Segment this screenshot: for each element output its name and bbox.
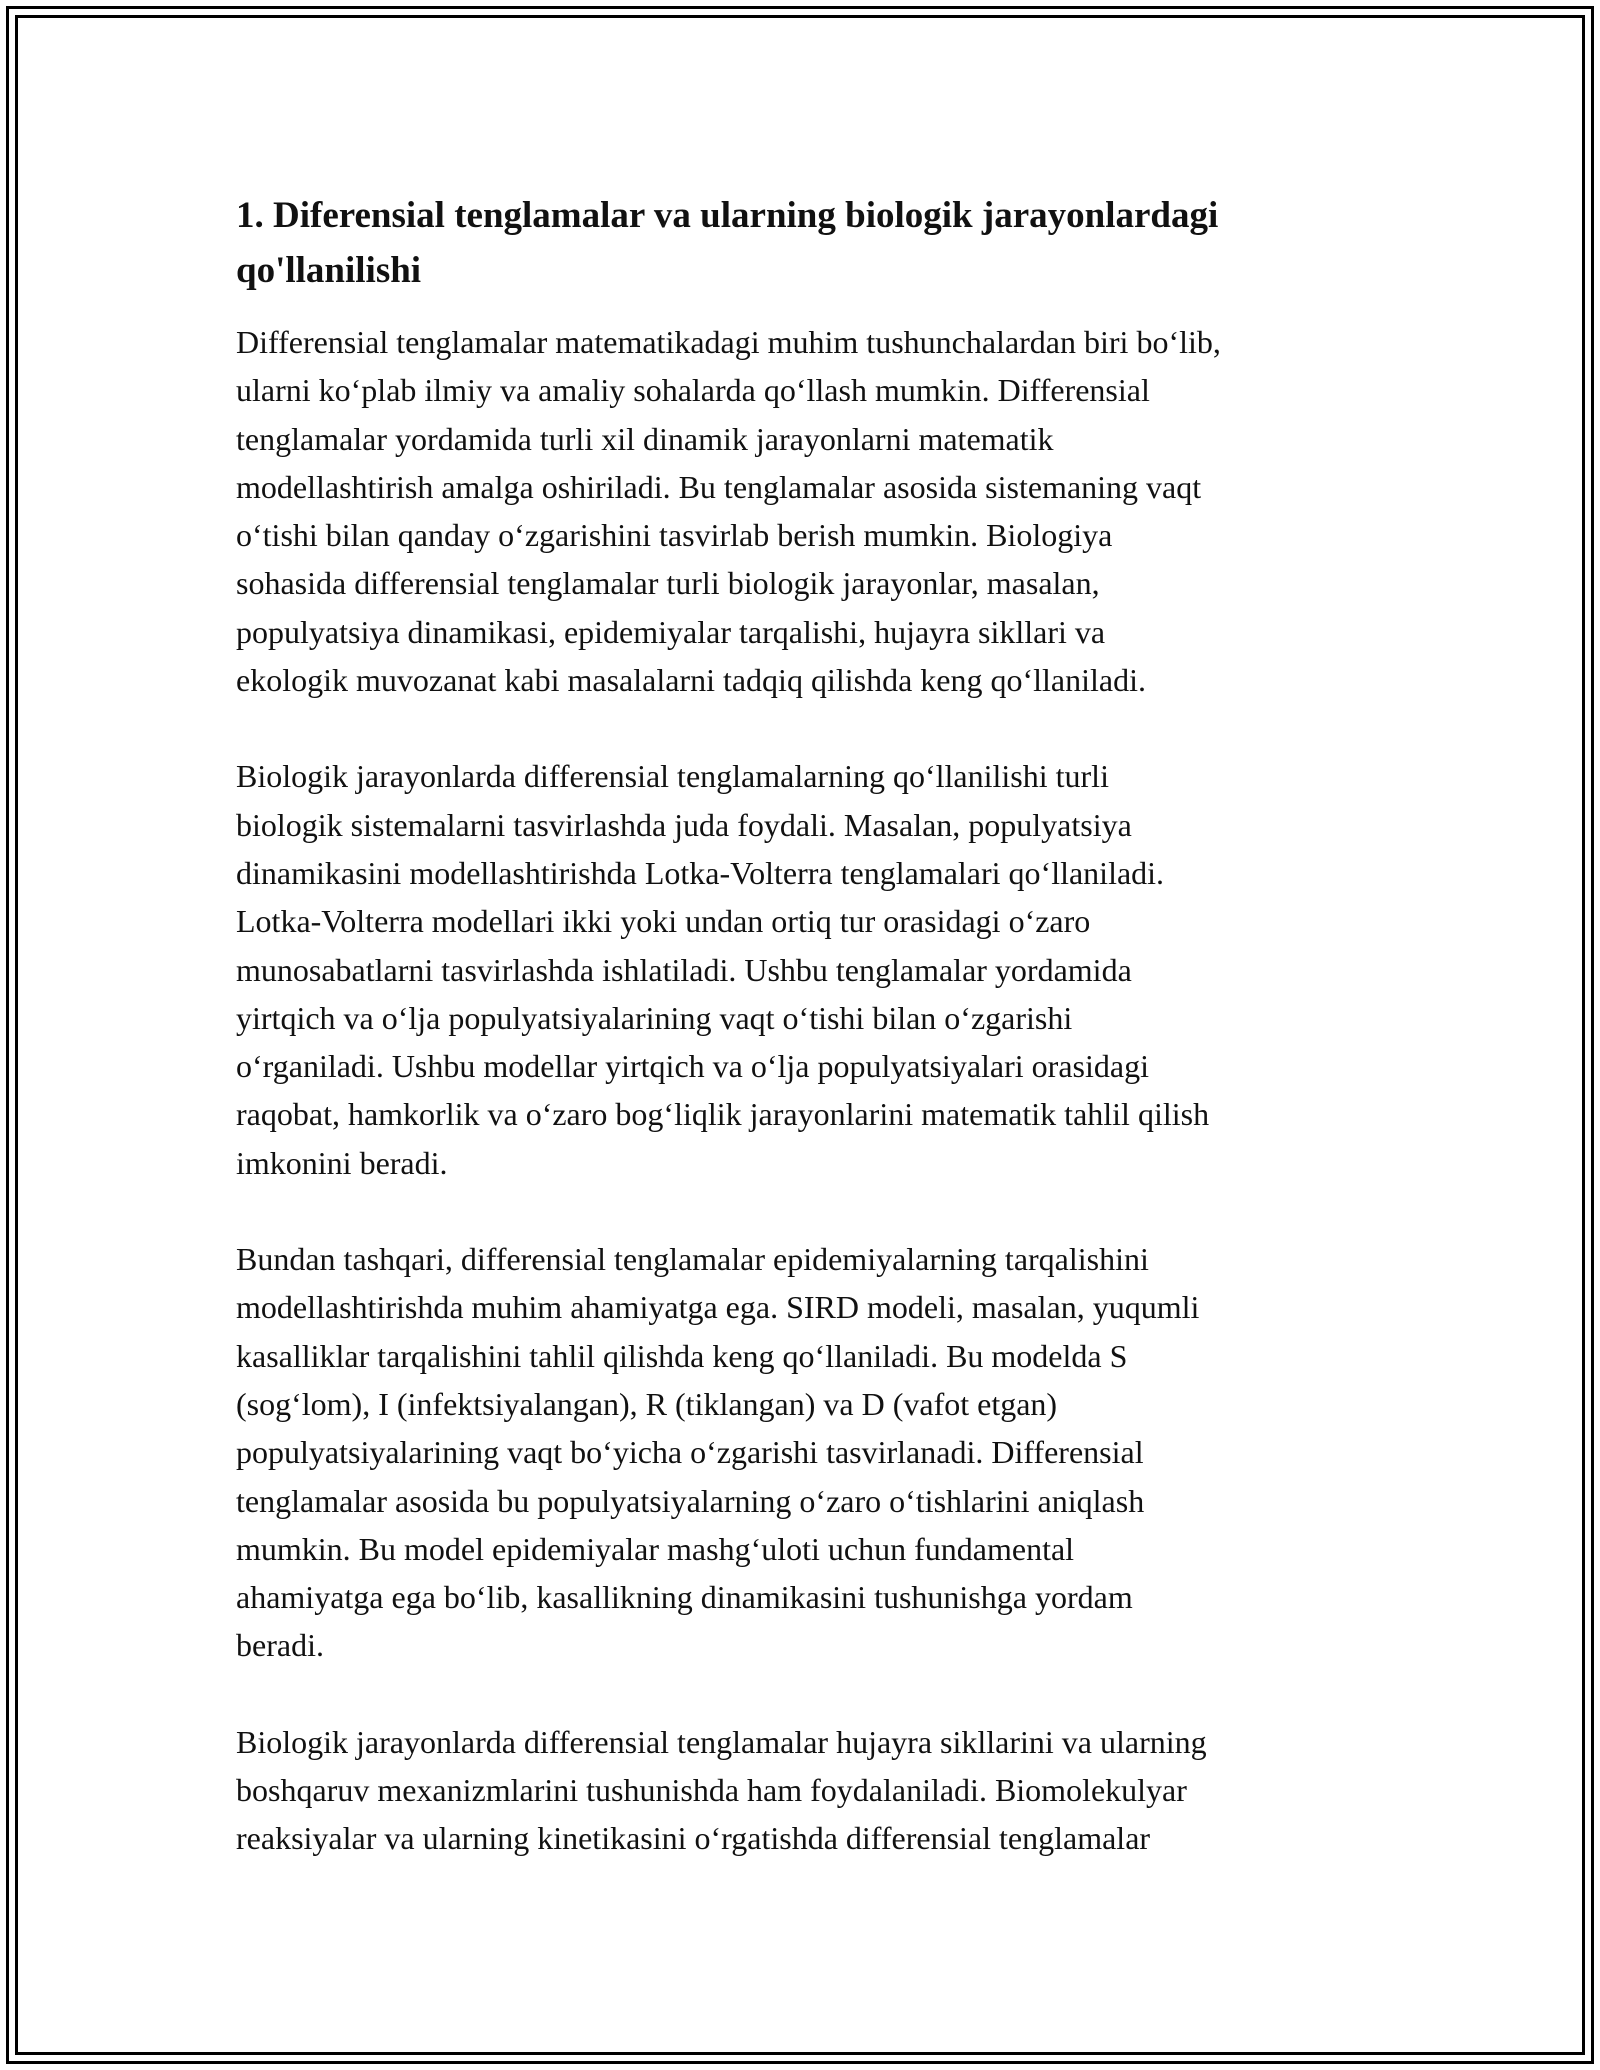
paragraph-intro [236, 318, 1376, 704]
text-line: imkonini beradi. [236, 1144, 448, 1181]
text-line: ularni ko‘plab ilmiy va amaliy sohalarda qo‘llash mumkin. Differensial [236, 372, 1150, 409]
section-heading [236, 188, 1376, 298]
text-line: sohasida differensial tenglamalar turli biologik jarayonlar, masalan, [236, 565, 1100, 602]
text-line: Differensial tenglamalar matematikadagi muhim tushunchalardan biri bo‘lib, [236, 324, 1221, 360]
section-heading-line: 1. Diferensial tenglamalar va ularning biologik jarayonlardagi [236, 195, 1219, 236]
text-line: ahamiyatga ega bo‘lib, kasallikning dinamikasini tushunishga yordam [236, 1579, 1133, 1616]
text-line: modellashtirish amalga oshiriladi. Bu tenglamalar asosida sistemaning vaqt [236, 468, 1202, 505]
text-line: tenglamalar yordamida turli xil dinamik jarayonlarni matematik [236, 420, 1054, 457]
text-line: kasalliklar tarqalishini tahlil qilishda keng qo‘llaniladi. Bu modelda S [236, 1337, 1128, 1374]
text-line: o‘rganiladi. Ushbu modellar yirtqich va o‘lja populyatsiyalari orasidagi [236, 1048, 1149, 1085]
text-line: beradi. [236, 1627, 324, 1664]
text-line: Bundan tashqari, differensial tenglamalar epidemiyalarning tarqalishini [236, 1241, 1149, 1278]
text-line: o‘tishi bilan qanday o‘zgarishini tasvirlab berish mumkin. Biologiya [236, 517, 1113, 554]
text-line: mumkin. Bu model epidemiyalar mashg‘uloti uchun fundamental [236, 1530, 1075, 1567]
paragraph-lotka-volterra [236, 752, 1376, 1187]
text-line: munosabatlarni tasvirlashda ishlatiladi. Ushbu tenglamalar yordamida [236, 951, 1132, 988]
text-line: ekologik muvozanat kabi masalalarni tadqiq qilishda keng qo‘llaniladi. [236, 662, 1146, 699]
text-line: raqobat, hamkorlik va o‘zaro bog‘liqlik jarayonlarini matematik tahlil qilish [236, 1096, 1210, 1133]
text-line: reaksiyalar va ularning kinetikasini o‘rgatishda differensial tenglamalar [236, 1820, 1151, 1857]
document-body [236, 188, 1376, 1863]
text-line: populyatsiyalarining vaqt bo‘yicha o‘zgarishi tasvirlanadi. Differensial [236, 1434, 1144, 1471]
text-line: Lotka-Volterra modellari ikki yoki undan ortiq tur orasidagi o‘zaro [236, 903, 1091, 940]
paragraph-sird-model [236, 1235, 1376, 1670]
text-line: modellashtirishda muhim ahamiyatga ega. SIRD modeli, masalan, yuqumli [236, 1289, 1200, 1326]
paragraph-cell-cycles [236, 1718, 1376, 1863]
text-line: Biologik jarayonlarda differensial tenglamalarning qo‘llanilishi turli [236, 758, 1109, 795]
text-line: Biologik jarayonlarda differensial tenglamalar hujayra sikllarini va ularning [236, 1723, 1207, 1760]
text-line: tenglamalar asosida bu populyatsiyalarning o‘zaro o‘tishlarini aniqlash [236, 1482, 1145, 1519]
text-line: (sog‘lom), I (infektsiyalangan), R (tiklangan) va D (vafot etgan) [236, 1385, 1058, 1422]
text-line: dinamikasini modellashtirishda Lotka-Volterra tenglamalari qo‘llaniladi. [236, 854, 1165, 891]
text-line: boshqaruv mexanizmlarini tushunishda ham foydalaniladi. Biomolekulyar [236, 1772, 1187, 1809]
section-heading-line: qo'llanilishi [236, 250, 422, 291]
text-line: populyatsiya dinamikasi, epidemiyalar tarqalishi, hujayra sikllari va [236, 613, 1106, 650]
text-line: biologik sistemalarni tasvirlashda juda foydali. Masalan, populyatsiya [236, 806, 1132, 843]
text-line: yirtqich va o‘lja populyatsiyalarining vaqt o‘tishi bilan o‘zgarishi [236, 999, 1073, 1036]
